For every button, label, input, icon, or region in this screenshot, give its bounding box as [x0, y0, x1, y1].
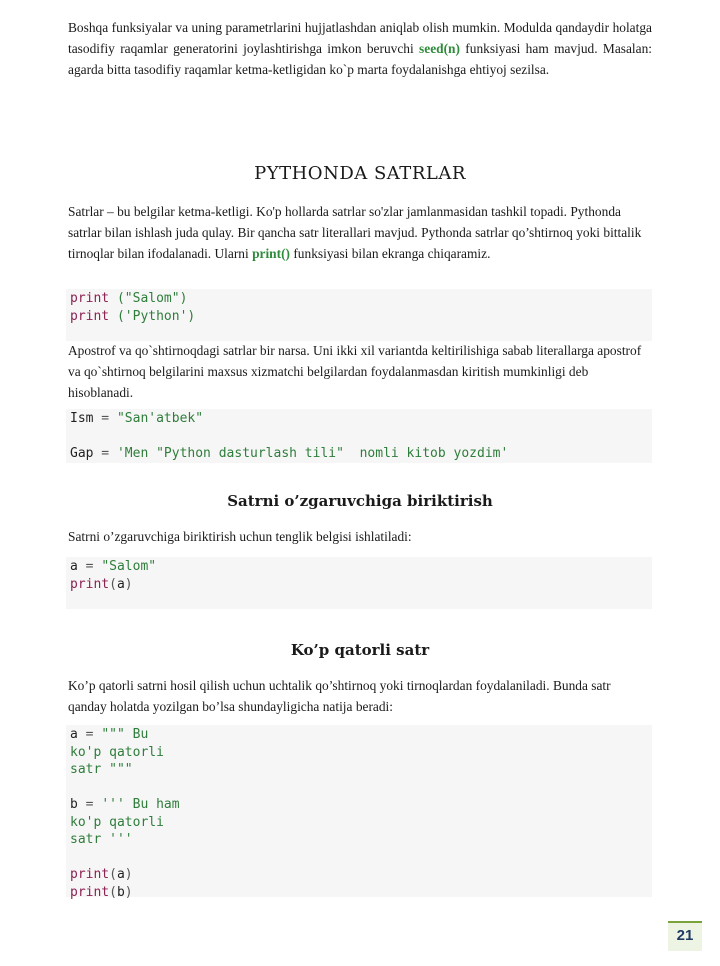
code-string: ko'p qatorli [70, 744, 164, 760]
code-operator: = [77, 559, 102, 574]
strings-intro-paragraph [68, 201, 652, 264]
code-string: satr """ [70, 762, 133, 777]
code-keyword: print [70, 867, 110, 882]
code-operator: = [77, 727, 102, 742]
code-variable: a [116, 576, 125, 592]
code-string: satr ''' [70, 832, 133, 847]
code-line [70, 831, 648, 849]
intro-paragraph [68, 17, 652, 80]
code-string: ''' Bu ham [101, 797, 180, 812]
code-blank-line [70, 428, 648, 446]
p1-text-part1: Satrlar – bu belgilar ketma-ketligi. Ko'p hollarda satrlar so'zlar jamlanmasidan tashkil topadi. Pythonda satrlar bilan ishlash juda qulay. Bir qancha satr literallari mavjud. Pythonda satrlar qo’shtirnoq yoki bittalik tirnoqlar bilan ifodalanadi. Ularni [68, 204, 642, 261]
assign-paragraph: Satrni o’zgaruvchiga biriktirish uchun tenglik belgisi ishlatiladi: [68, 529, 412, 544]
code-line [70, 726, 648, 744]
code-paren: ) [124, 884, 133, 900]
code-line [70, 576, 648, 594]
code-paren: ) [124, 576, 133, 592]
code-variable: a [70, 727, 78, 742]
intro-text-part1: Boshqa funksiyalar va uning parametrlarini hujjatlashdan aniqlab olish mumkin. Modulda qandaydir holatga tasodifiy raqamlar generatorini joylashtirishga imkon beruvchi [68, 20, 652, 56]
code-operator: = [77, 797, 102, 812]
code-variable: a [116, 867, 125, 882]
code-variable: Gap [70, 446, 94, 461]
section-title: PYTHONDA SATRLAR [254, 163, 466, 184]
code-line [70, 796, 648, 814]
code-line [70, 445, 648, 463]
code-line [70, 410, 648, 428]
code-paren: ( [109, 884, 117, 900]
code-keyword: print [70, 308, 110, 324]
seed-function-name: seed(n) [419, 41, 460, 56]
code-variable: b [116, 884, 125, 900]
code-blank-line [70, 779, 648, 797]
code-line [70, 884, 648, 902]
code-block-multiline [66, 725, 652, 900]
assign-heading: Satrni o’zgaruvchiga biriktirish [227, 492, 493, 510]
code-string: "San'atbek" [116, 411, 204, 426]
code-keyword: print [70, 291, 110, 306]
code-string: ko'p qatorli [70, 814, 164, 830]
code-keyword: print [70, 884, 110, 900]
code-block-print [66, 289, 652, 341]
code-line [70, 866, 648, 884]
code-paren: ( [109, 576, 117, 592]
page-number: 21 [668, 921, 702, 951]
code-line [70, 308, 648, 326]
code-paren: ) [124, 867, 133, 882]
code-block-assign [66, 557, 652, 609]
p1-text-part2: funksiyasi bilan ekranga chiqaramiz. [290, 246, 491, 261]
print-function-name: print() [252, 246, 290, 261]
code-variable: a [70, 559, 78, 574]
multiline-heading: Ko’p qatorli satr [290, 641, 430, 659]
code-variable: b [70, 797, 78, 812]
code-line [70, 744, 648, 762]
code-line [70, 814, 648, 832]
code-string: 'Men "Python dasturlash tili" nomli kitob yozdim' [116, 446, 509, 461]
code-line [70, 558, 648, 576]
code-string: "Salom" [101, 559, 157, 574]
multiline-paragraph: Ko’p qatorli satrni hosil qilish uchun uchtalik qo’shtirnoq yoki tirnoqlardan foydalaniladi. Bunda satr qanday holatda yozilgan bo’lsa shundayligicha natija beradi: [68, 678, 611, 714]
intro-text-part2: funksiyasi ham mavjud. Masalan: agarda bitta tasodifiy raqamlar ketma-ketligidan ko`p marta foydalanishga ehtiyoj sezilsa. [68, 41, 652, 77]
code-string: ('Python') [109, 308, 196, 324]
code-paren: ( [109, 867, 117, 882]
code-variable: Ism [70, 411, 94, 426]
code-line [70, 761, 648, 779]
code-line [70, 290, 648, 308]
apostrophe-paragraph: Apostrof va qo`shtirnoqdagi satrlar bir narsa. Uni ikki xil variantda keltirilishiga sabab literallarga apostrof va qo`shtirnoq belgilarini maxsus xizmatchi belgilardan foydalanmasdan kiritish mumkinligi deb hisoblanadi. [68, 343, 642, 400]
code-block-strings [66, 409, 652, 463]
code-operator: = [93, 411, 117, 426]
code-operator: = [93, 446, 117, 461]
code-keyword: print [70, 576, 110, 592]
code-blank-line [70, 849, 648, 867]
code-string: ("Salom") [109, 291, 188, 306]
code-string: """ Bu [101, 727, 149, 742]
